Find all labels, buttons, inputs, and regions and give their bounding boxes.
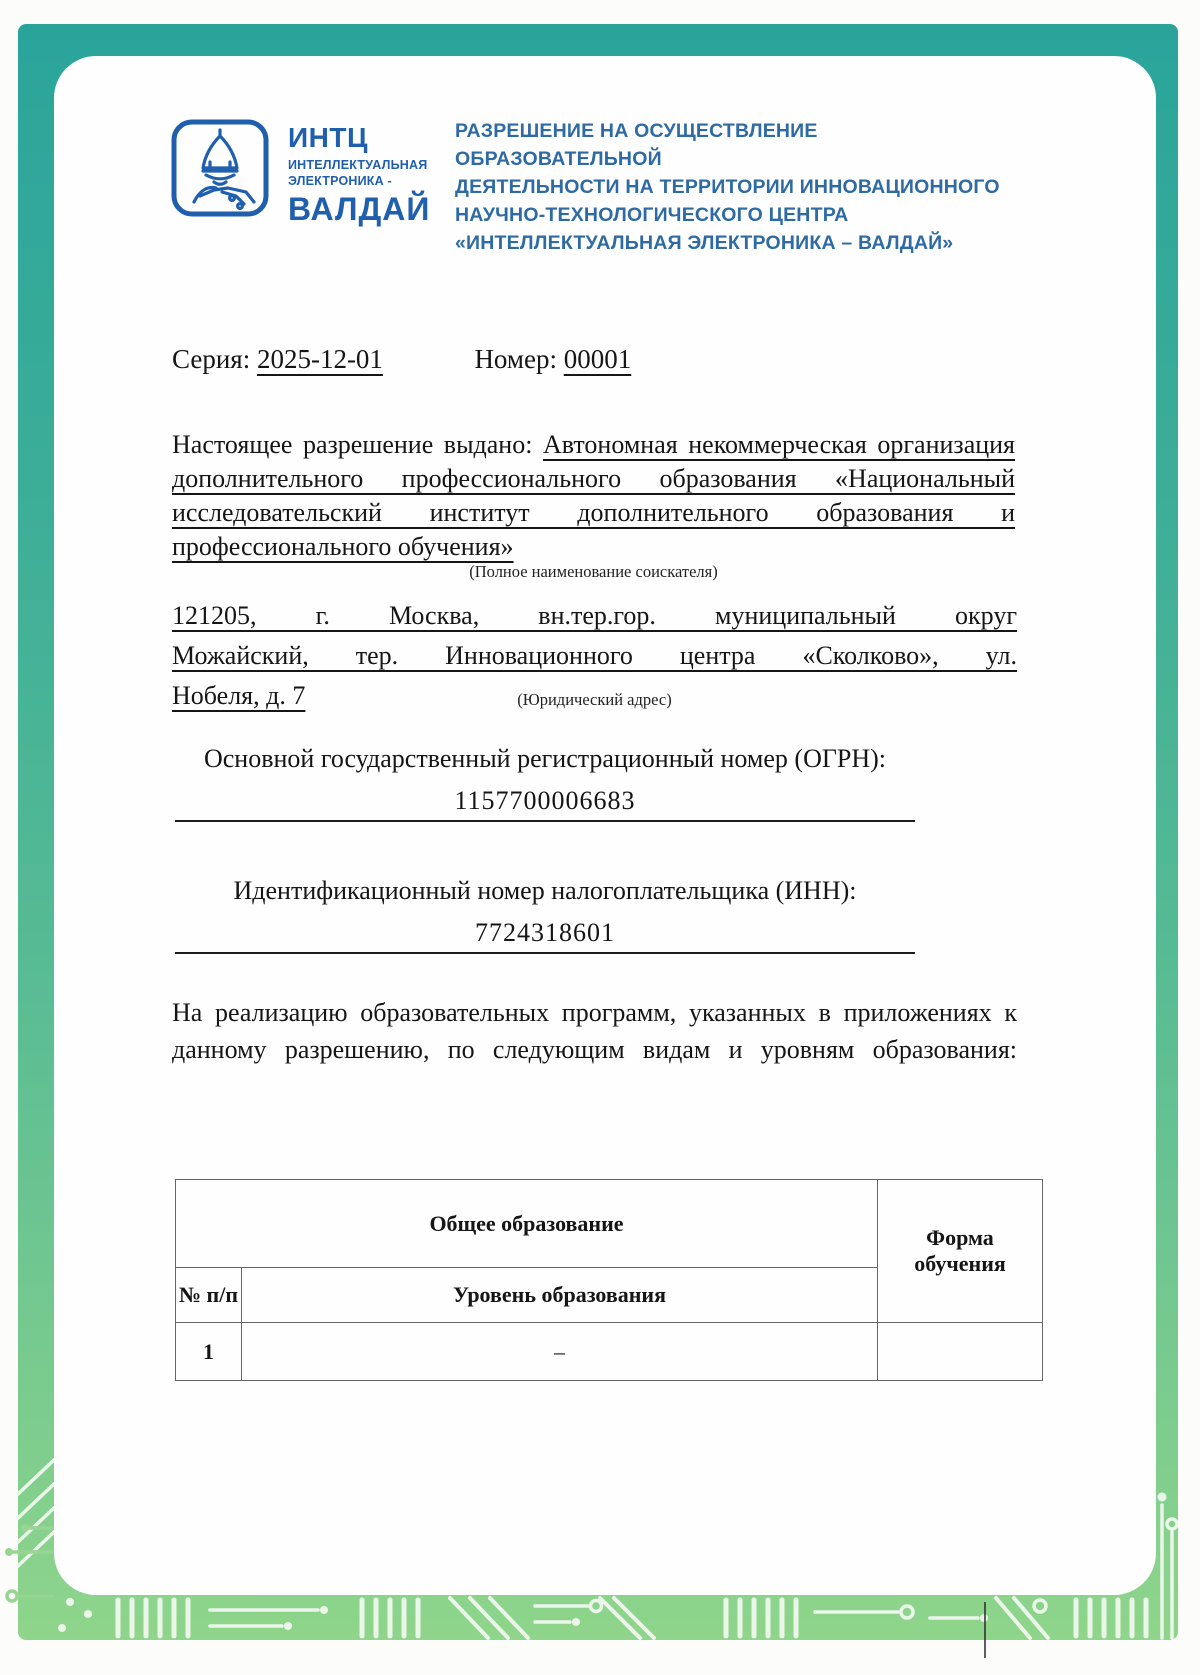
ogrn-underline bbox=[175, 790, 915, 822]
organization-name-part4: профессионального обучения» bbox=[172, 532, 514, 561]
logo-brand-valday: ВАЛДАЙ bbox=[288, 191, 431, 227]
document-title-line-1: РАЗРЕШЕНИЕ НА ОСУЩЕСТВЛЕНИЕ ОБРАЗОВАТЕЛЬНОЙ bbox=[455, 120, 818, 170]
address-line-1: 121205, г. Москва, вн.тер.гор. муниципальный округ bbox=[172, 601, 1017, 630]
organization-name-part1: Автономная некоммерческая организация bbox=[543, 430, 1016, 459]
organization-name-part3: исследовательский институт дополнительного образования и bbox=[172, 498, 1015, 527]
inn-value: 7724318601 bbox=[475, 918, 615, 947]
organization-name-part2: дополнительного профессионального образования «Национальный bbox=[172, 464, 1015, 493]
series-value: 2025-12-01 bbox=[256, 344, 383, 374]
series-label: Серия: bbox=[172, 344, 251, 374]
inn-underline bbox=[175, 922, 915, 954]
document-title-line-2: ДЕЯТЕЛЬНОСТИ НА ТЕРРИТОРИИ ИННОВАЦИОННОГО bbox=[455, 176, 1000, 198]
programs-paragraph bbox=[172, 994, 1017, 1068]
ogrn-label: Основной государственный регистрационный номер (ОГРН): bbox=[203, 744, 887, 773]
table-col-num-header: № п/п bbox=[176, 1268, 242, 1323]
programs-line-2: данному разрешению, по следующим видам и уровням образования: bbox=[172, 1035, 1017, 1064]
logo-brand-intc: ИНТЦ bbox=[288, 122, 368, 153]
document-title-line-3: НАУЧНО-ТЕХНОЛОГИЧЕСКОГО ЦЕНТРА bbox=[455, 204, 849, 226]
scan-artifact-line bbox=[984, 1602, 986, 1658]
row-level-cell: – bbox=[242, 1323, 878, 1381]
logo-brand-line3: ЭЛЕКТРОНИКА - bbox=[288, 173, 392, 188]
number-label: Номер: bbox=[474, 344, 557, 374]
logo-text bbox=[288, 124, 430, 225]
address-line-3: Нобеля, д. 7 bbox=[172, 681, 306, 710]
inn-label: Идентификационный номер налогоплательщика (ИНН): bbox=[233, 876, 857, 905]
table-row bbox=[176, 1323, 1043, 1381]
table-group-header: Общее образование bbox=[176, 1180, 878, 1268]
ogrn-value: 1157700006683 bbox=[454, 786, 636, 815]
education-levels-table bbox=[175, 1179, 1043, 1381]
row-number-cell: 1 bbox=[176, 1323, 242, 1381]
logo-brand-line2: ИНТЕЛЛЕКТУАЛЬНАЯ bbox=[288, 158, 428, 172]
row-form-cell bbox=[878, 1323, 1043, 1381]
legal-address-caption: (Юридический адрес) bbox=[517, 690, 672, 709]
table-col-level-header: Уровень образования bbox=[242, 1268, 878, 1323]
table-form-header: Форма обучения bbox=[878, 1180, 1043, 1323]
address-line-2: Можайский, тер. Инновационного центра «Сколково», ул. bbox=[172, 641, 1017, 670]
issued-intro: Настоящее разрешение выдано: bbox=[172, 430, 533, 459]
valday-warrior-icon bbox=[170, 118, 270, 218]
number-value: 00001 bbox=[563, 344, 632, 374]
document-title-line-4: «ИНТЕЛЛЕКТУАЛЬНАЯ ЭЛЕКТРОНИКА – ВАЛДАЙ» bbox=[455, 232, 954, 254]
series-number-line bbox=[172, 344, 631, 375]
issued-to-paragraph bbox=[172, 428, 1015, 564]
document-title bbox=[455, 117, 1015, 257]
programs-line-1: На реализацию образовательных программ, указанных в приложениях к bbox=[172, 998, 1017, 1027]
applicant-name-caption: (Полное наименование соискателя) bbox=[469, 562, 718, 581]
